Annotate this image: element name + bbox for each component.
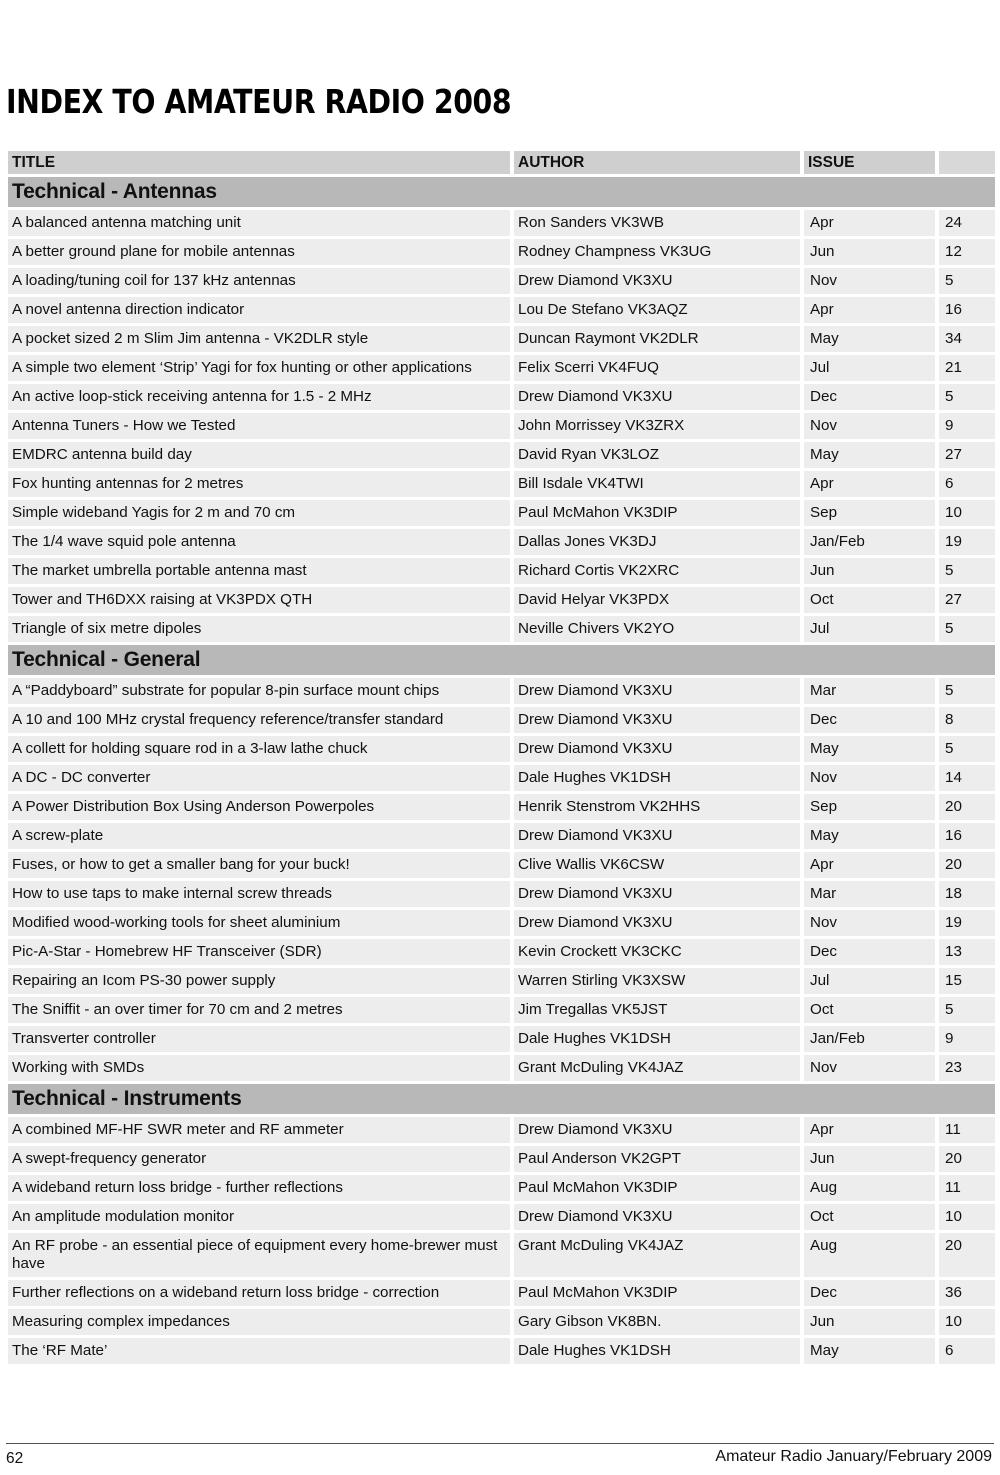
article-page: 5 [939,736,995,762]
table-row [8,1146,995,1172]
article-title: Further reflections on a wideband return loss bridge - correction [8,1280,514,1306]
article-title: A Power Distribution Box Using Anderson Powerpoles [8,794,514,820]
article-issue: May [804,442,939,468]
article-page: 5 [939,997,995,1023]
table-row [8,587,995,613]
article-issue: Oct [804,997,939,1023]
article-page: 13 [939,939,995,965]
article-title: A “Paddyboard” substrate for popular 8-pin surface mount chips [8,678,514,704]
article-issue: May [804,326,939,352]
article-issue: Nov [804,413,939,439]
article-author: Drew Diamond VK3XU [514,707,804,733]
article-author: Drew Diamond VK3XU [514,384,804,410]
article-issue: May [804,1338,939,1364]
table-row [8,616,995,642]
article-title: How to use taps to make internal screw threads [8,881,514,907]
article-page: 23 [939,1055,995,1081]
article-issue: Apr [804,297,939,323]
article-issue: Nov [804,765,939,791]
article-author: Rodney Champness VK3UG [514,239,804,265]
table-row [8,1280,995,1306]
article-title: A swept-frequency generator [8,1146,514,1172]
article-title: A pocket sized 2 m Slim Jim antenna - VK2DLR style [8,326,514,352]
article-title: An RF probe - an essential piece of equipment every home-brewer must have [8,1233,514,1277]
table-row [8,558,995,584]
article-author: Henrik Stenstrom VK2HHS [514,794,804,820]
section-heading-row [8,645,995,675]
article-issue: May [804,823,939,849]
article-author: Dale Hughes VK1DSH [514,765,804,791]
table-row [8,268,995,294]
article-author: Kevin Crockett VK3CKC [514,939,804,965]
column-header-issue: ISSUE [804,151,939,174]
table-header-row [8,151,995,174]
article-title: A 10 and 100 MHz crystal frequency reference/transfer standard [8,707,514,733]
article-page: 20 [939,852,995,878]
table-row [8,1117,995,1143]
article-page: 6 [939,471,995,497]
footer-page-number: 62 [6,1450,24,1467]
article-title: A collett for holding square rod in a 3-law lathe chuck [8,736,514,762]
article-page: 24 [939,210,995,236]
article-title: Simple wideband Yagis for 2 m and 70 cm [8,500,514,526]
article-issue: Dec [804,707,939,733]
article-author: David Helyar VK3PDX [514,587,804,613]
table-row [8,1309,995,1335]
article-title: A combined MF-HF SWR meter and RF ammeter [8,1117,514,1143]
article-issue: Apr [804,1117,939,1143]
article-issue: Nov [804,1055,939,1081]
article-author: Warren Stirling VK3XSW [514,968,804,994]
article-issue: Dec [804,939,939,965]
article-page: 5 [939,384,995,410]
table-row [8,471,995,497]
article-author: Bill Isdale VK4TWI [514,471,804,497]
article-title: A simple two element ‘Strip’ Yagi for fox hunting or other applications [8,355,514,381]
article-issue: Jul [804,968,939,994]
table-row [8,968,995,994]
column-header-title: TITLE [8,151,514,174]
article-author: Drew Diamond VK3XU [514,736,804,762]
article-author: Dallas Jones VK3DJ [514,529,804,555]
article-title: A novel antenna direction indicator [8,297,514,323]
table-row [8,355,995,381]
column-header-author: AUTHOR [514,151,804,174]
article-author: Dale Hughes VK1DSH [514,1026,804,1052]
article-page: 10 [939,1309,995,1335]
article-page: 19 [939,529,995,555]
article-author: Drew Diamond VK3XU [514,910,804,936]
article-title: A loading/tuning coil for 137 kHz antennas [8,268,514,294]
index-table [8,148,995,1367]
article-author: Drew Diamond VK3XU [514,1204,804,1230]
article-title: An active loop-stick receiving antenna for 1.5 - 2 MHz [8,384,514,410]
article-author: Jim Tregallas VK5JST [514,997,804,1023]
article-page: 27 [939,587,995,613]
footer-magazine-issue: Amateur Radio January/February 2009 [715,1448,992,1465]
article-author: John Morrissey VK3ZRX [514,413,804,439]
article-author: Duncan Raymont VK2DLR [514,326,804,352]
article-author: Dale Hughes VK1DSH [514,1338,804,1364]
table-row [8,736,995,762]
footer-rule [6,1443,994,1444]
article-issue: Apr [804,210,939,236]
table-row [8,529,995,555]
article-author: Drew Diamond VK3XU [514,268,804,294]
table-row [8,707,995,733]
article-title: Pic-A-Star - Homebrew HF Transceiver (SDR) [8,939,514,965]
article-issue: Jul [804,616,939,642]
article-issue: Dec [804,384,939,410]
article-author: David Ryan VK3LOZ [514,442,804,468]
article-page: 10 [939,1204,995,1230]
table-row [8,210,995,236]
article-author: Lou De Stefano VK3AQZ [514,297,804,323]
article-page: 16 [939,297,995,323]
article-title: Fox hunting antennas for 2 metres [8,471,514,497]
article-title: The market umbrella portable antenna mast [8,558,514,584]
article-author: Felix Scerri VK4FUQ [514,355,804,381]
section-heading: Technical - General [8,645,995,675]
article-issue: Aug [804,1233,939,1277]
article-title: A DC - DC converter [8,765,514,791]
table-row [8,413,995,439]
article-issue: Jan/Feb [804,529,939,555]
table-row [8,297,995,323]
page-title: INDEX TO AMATEUR RADIO 2008 [6,82,512,121]
article-title: Modified wood-working tools for sheet aluminium [8,910,514,936]
section-heading: Technical - Instruments [8,1084,995,1114]
article-title: A better ground plane for mobile antennas [8,239,514,265]
article-issue: Dec [804,1280,939,1306]
article-issue: Jun [804,1309,939,1335]
table-row [8,326,995,352]
article-page: 10 [939,500,995,526]
article-author: Neville Chivers VK2YO [514,616,804,642]
article-issue: Jun [804,558,939,584]
article-page: 9 [939,413,995,439]
article-issue: Apr [804,852,939,878]
article-author: Ron Sanders VK3WB [514,210,804,236]
article-issue: Mar [804,678,939,704]
article-issue: Oct [804,1204,939,1230]
article-issue: Sep [804,500,939,526]
table-row [8,678,995,704]
article-title: Fuses, or how to get a smaller bang for your buck! [8,852,514,878]
article-issue: Jun [804,239,939,265]
article-page: 12 [939,239,995,265]
article-page: 15 [939,968,995,994]
table-row [8,442,995,468]
article-issue: Nov [804,910,939,936]
table-row [8,939,995,965]
table-row [8,500,995,526]
article-page: 9 [939,1026,995,1052]
table-row [8,765,995,791]
article-page: 20 [939,1233,995,1277]
table-row [8,239,995,265]
table-row [8,1204,995,1230]
table-row [8,997,995,1023]
article-title: The ‘RF Mate’ [8,1338,514,1364]
article-issue: Jan/Feb [804,1026,939,1052]
article-page: 20 [939,1146,995,1172]
article-title: EMDRC antenna build day [8,442,514,468]
article-author: Drew Diamond VK3XU [514,1117,804,1143]
table-row [8,1338,995,1364]
article-author: Drew Diamond VK3XU [514,823,804,849]
index-body [8,177,995,1364]
article-page: 19 [939,910,995,936]
article-author: Gary Gibson VK8BN. [514,1309,804,1335]
article-issue: Aug [804,1175,939,1201]
article-author: Richard Cortis VK2XRC [514,558,804,584]
section-heading-row [8,177,995,207]
article-page: 5 [939,616,995,642]
article-issue: Apr [804,471,939,497]
article-issue: Jun [804,1146,939,1172]
article-page: 5 [939,558,995,584]
table-row [8,910,995,936]
article-author: Drew Diamond VK3XU [514,881,804,907]
article-author: Paul McMahon VK3DIP [514,1280,804,1306]
table-row [8,823,995,849]
column-header-page [939,151,995,174]
article-title: A wideband return loss bridge - further reflections [8,1175,514,1201]
article-author: Paul Anderson VK2GPT [514,1146,804,1172]
article-author: Clive Wallis VK6CSW [514,852,804,878]
table-row [8,384,995,410]
article-title: Tower and TH6DXX raising at VK3PDX QTH [8,587,514,613]
article-page: 36 [939,1280,995,1306]
article-page: 11 [939,1175,995,1201]
table-row [8,1055,995,1081]
article-page: 21 [939,355,995,381]
article-issue: Nov [804,268,939,294]
article-issue: Oct [804,587,939,613]
article-page: 5 [939,678,995,704]
article-title: Repairing an Icom PS-30 power supply [8,968,514,994]
table-row [8,881,995,907]
table-row [8,852,995,878]
article-issue: May [804,736,939,762]
article-author: Drew Diamond VK3XU [514,678,804,704]
section-heading: Technical - Antennas [8,177,995,207]
article-title: A screw-plate [8,823,514,849]
article-page: 11 [939,1117,995,1143]
article-page: 6 [939,1338,995,1364]
article-page: 20 [939,794,995,820]
table-row [8,1175,995,1201]
article-title: Transverter controller [8,1026,514,1052]
article-title: The Sniffit - an over timer for 70 cm and 2 metres [8,997,514,1023]
article-author: Paul McMahon VK3DIP [514,1175,804,1201]
section-heading-row [8,1084,995,1114]
article-page: 16 [939,823,995,849]
article-title: Working with SMDs [8,1055,514,1081]
article-page: 5 [939,268,995,294]
article-title: An amplitude modulation monitor [8,1204,514,1230]
article-page: 34 [939,326,995,352]
table-row [8,1233,995,1277]
table-row [8,1026,995,1052]
table-row [8,794,995,820]
article-page: 18 [939,881,995,907]
article-page: 27 [939,442,995,468]
article-title: Antenna Tuners - How we Tested [8,413,514,439]
article-issue: Jul [804,355,939,381]
article-title: The 1/4 wave squid pole antenna [8,529,514,555]
article-title: A balanced antenna matching unit [8,210,514,236]
article-page: 14 [939,765,995,791]
article-author: Grant McDuling VK4JAZ [514,1055,804,1081]
article-page: 8 [939,707,995,733]
article-title: Measuring complex impedances [8,1309,514,1335]
article-issue: Sep [804,794,939,820]
article-author: Paul McMahon VK3DIP [514,500,804,526]
article-title: Triangle of six metre dipoles [8,616,514,642]
article-author: Grant McDuling VK4JAZ [514,1233,804,1277]
article-issue: Mar [804,881,939,907]
